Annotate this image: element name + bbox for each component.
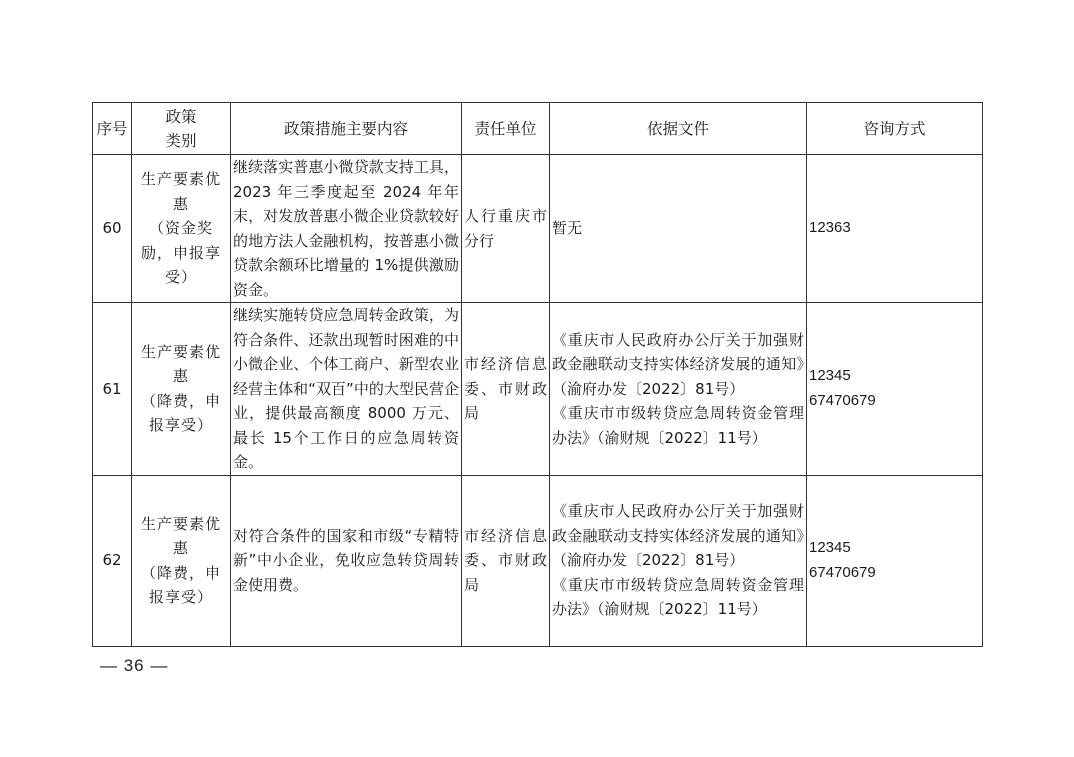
unit-text: 人行重庆市分行	[464, 207, 547, 250]
row-content: 对符合条件的国家和市级“专精特新”中小企业，免收应急转贷周转金使用费。	[231, 475, 462, 646]
row-category	[132, 475, 231, 646]
contact-line1: 12345	[809, 539, 851, 556]
header-basis: 依据文件	[550, 103, 807, 155]
contact-line1: 12345	[809, 367, 851, 385]
row-contact	[807, 303, 983, 476]
category-line1: 生产要素优惠	[140, 514, 221, 557]
table-header-row	[93, 103, 983, 155]
header-contact: 咨询方式	[807, 103, 983, 155]
header-unit: 责任单位	[462, 103, 550, 155]
header-category	[132, 103, 231, 155]
header-category-line2: 类别	[165, 131, 197, 150]
basis-doc-2: 《重庆市市级转贷应急周转资金管理办法》（渝财规〔2022〕11号）	[552, 404, 804, 447]
table-row	[93, 155, 983, 303]
category-line1: 生产要素优惠	[140, 342, 221, 386]
basis-doc-1: 《重庆市人民政府办公厅关于加强财政金融联动支持实体经济发展的通知》（渝府办发〔2022〕81号）	[552, 502, 804, 570]
basis-doc-1: 《重庆市人民政府办公厅关于加强财政金融联动支持实体经济发展的通知》（渝府办发〔2022〕81号）	[552, 330, 804, 398]
row-category	[132, 303, 231, 476]
category-line2: （降费，申报享受）	[140, 563, 221, 606]
header-content: 政策措施主要内容	[231, 103, 462, 155]
policy-table	[92, 102, 983, 647]
row-content: 继续实施转贷应急周转金政策，为符合条件、还款出现暂时困难的中小微企业、个体工商户、新型农业经营主体和“双百”中的大型民营企业，提供最高额度 8000 万元、最长 15个工作日的应急周转资金。	[231, 303, 462, 476]
contact-line1: 12363	[809, 219, 851, 237]
header-no: 序号	[93, 103, 132, 155]
row-basis	[550, 155, 807, 303]
row-no: 60	[93, 155, 132, 303]
row-unit	[462, 155, 550, 303]
row-unit	[462, 303, 550, 476]
table-row	[93, 475, 983, 646]
row-contact	[807, 155, 983, 303]
table-row	[93, 303, 983, 476]
category-line2: （资金奖励，申报享受）	[140, 219, 221, 287]
category-line2: （降费，申报享受）	[140, 391, 221, 435]
unit-text: 市经济信息委、市财政局	[464, 526, 547, 594]
basis-doc-2: 《重庆市市级转贷应急周转资金管理办法》（渝财规〔2022〕11号）	[552, 575, 804, 619]
row-content: 继续落实普惠小微贷款支持工具，2023 年三季度起至 2024 年年末，对发放普惠小微企业贷款较好的地方法人金融机构，按普惠小微贷款余额环比增量的 1%提供激励资金。	[231, 155, 462, 303]
page-number: — 36 —	[100, 656, 169, 675]
contact-line2: 67470679	[809, 391, 876, 409]
row-no: 62	[93, 475, 132, 646]
row-basis	[550, 475, 807, 646]
row-basis	[550, 303, 807, 476]
header-category-line1: 政策	[165, 107, 197, 126]
contact-line2: 67470679	[809, 563, 876, 581]
unit-text: 市经济信息委、市财政局	[464, 355, 547, 422]
row-category	[132, 155, 231, 303]
row-no: 61	[93, 303, 132, 476]
basis-doc: 暂无	[552, 219, 583, 238]
row-contact	[807, 475, 983, 646]
row-unit	[462, 475, 550, 646]
category-line1: 生产要素优惠	[140, 170, 221, 213]
